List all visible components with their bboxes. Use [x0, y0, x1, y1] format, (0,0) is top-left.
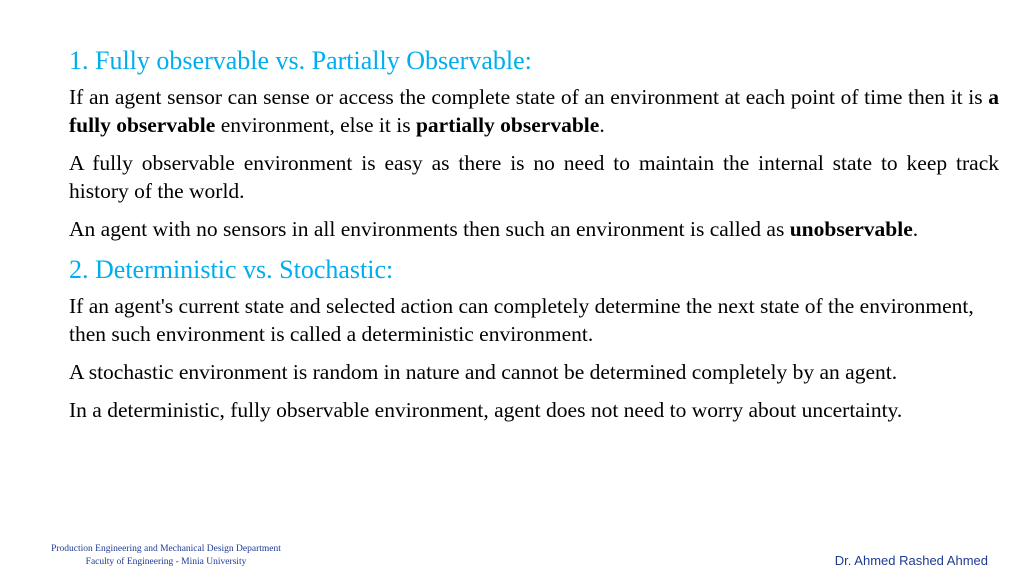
paragraph-deterministic-definition: If an agent's current state and selected action can completely determine the next state of the environment, then such environment is called a deterministic environment. — [69, 294, 974, 346]
bold-term-partially-observable: partially observable — [415, 113, 600, 137]
footer-department: Production Engineering and Mechanical Design Department — [51, 544, 281, 554]
section-heading-observable: 1. Fully observable vs. Partially Observable: — [69, 46, 532, 75]
text-span: . — [912, 217, 919, 241]
paragraph-unobservable — [69, 215, 999, 243]
text-span: environment, else it is — [215, 113, 416, 137]
paragraph-uncertainty: In a deterministic, fully observable environment, agent does not need to worry about uncertainty. — [69, 398, 903, 422]
bold-term-unobservable: unobservable — [789, 217, 913, 241]
text-span: . — [599, 113, 605, 137]
section-heading-deterministic: 2. Deterministic vs. Stochastic: — [69, 255, 394, 284]
bold-term-fully-observable: a fully observable — [69, 85, 999, 137]
paragraph-fully-observable-easy: A fully observable environment is easy as there is no need to maintain the internal state to keep track history of the world. — [69, 151, 999, 203]
paragraph-stochastic: A stochastic environment is random in nature and cannot be determined completely by an agent. — [69, 360, 898, 384]
paragraph-observable-definition — [69, 83, 999, 139]
footer-author: Dr. Ahmed Rashed Ahmed — [834, 553, 988, 568]
slide-content — [69, 44, 999, 434]
footer-faculty: Faculty of Engineering - Minia University — [85, 557, 247, 567]
footer-institution — [36, 543, 296, 569]
text-span: An agent with no sensors in all environments then such an environment is called as — [69, 217, 790, 241]
text-span: If an agent sensor can sense or access the complete state of an environment at each point of time then it is — [69, 85, 989, 109]
